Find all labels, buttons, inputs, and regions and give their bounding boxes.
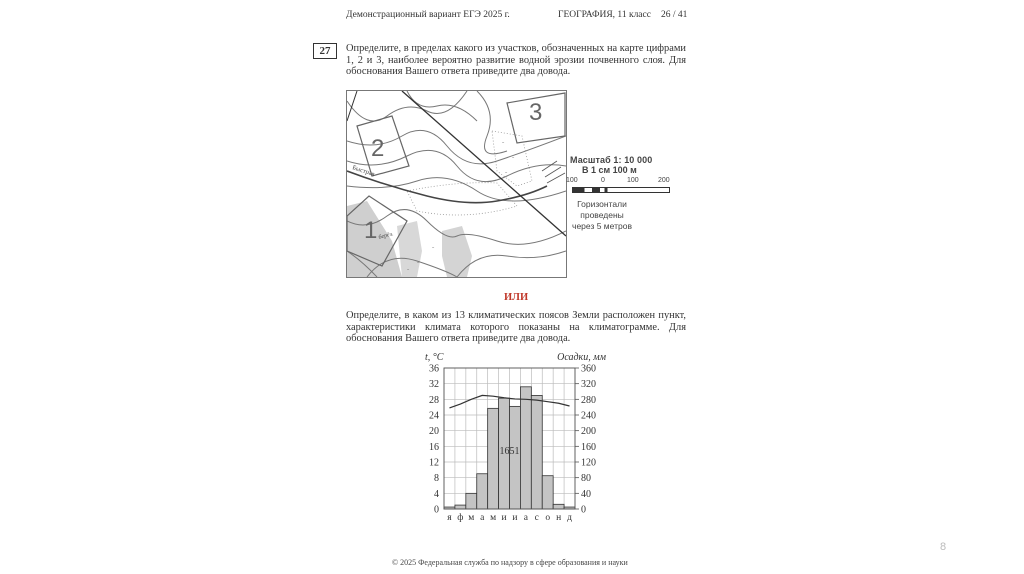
svg-text:м: м (468, 513, 475, 523)
svg-text:0: 0 (581, 504, 586, 516)
plot-2-label: 2 (371, 135, 385, 162)
svg-text:1651: 1651 (499, 446, 520, 458)
plot-3-label: 3 (529, 99, 543, 126)
svg-text:24: 24 (429, 410, 439, 422)
question-line: обоснования Вашего ответа приведите два довода. (346, 66, 571, 78)
svg-text:ᵔ: ᵔ (407, 268, 410, 275)
header-page: 26 / 41 (661, 10, 688, 20)
svg-text:36: 36 (429, 363, 439, 375)
svg-text:н: н (556, 513, 562, 523)
slide-number: 8 (940, 541, 947, 553)
svg-text:240: 240 (581, 410, 596, 422)
question-line: обоснования Вашего ответа приведите два довода. (346, 333, 571, 345)
question-line: 1, 2 и 3, наиболее вероятно развитие водной эрозии почвенного слоя. Для (346, 54, 686, 66)
svg-text:160: 160 (581, 441, 596, 453)
svg-text:а: а (523, 513, 528, 523)
svg-text:ᵔ: ᵔ (502, 141, 505, 148)
question-line: Определите, в каком из 13 климатических поясов Земли расположен пункт, (346, 310, 686, 321)
svg-text:с: с (534, 513, 539, 523)
svg-text:Осадки, мм: Осадки, мм (557, 352, 606, 363)
svg-text:и: и (501, 513, 507, 523)
climatogram-plot (420, 348, 610, 528)
svg-text:8: 8 (434, 473, 439, 485)
svg-text:20: 20 (429, 426, 439, 438)
scale-tick: 100 (627, 177, 639, 184)
plot-1-label: 1 (364, 217, 378, 244)
bank-label: берёз. (377, 231, 395, 241)
question-line: Определите, в пределах какого из участков, обозначенных на карте цифрами (346, 43, 686, 54)
question-line: характеристики климата которого показаны на климатограмме. Для (346, 321, 686, 333)
footer-copyright: © 2025 Федеральная служба по надзору в сфере образования и науки (392, 558, 628, 567)
or-separator: ИЛИ (504, 292, 529, 303)
header-exam-title: Демонстрационный вариант ЕГЭ 2025 г. (346, 10, 510, 20)
svg-text:ᵔ: ᵔ (417, 261, 420, 268)
river-label: Быстрая (351, 164, 376, 179)
svg-text:я: я (447, 513, 452, 523)
contour-note: через 5 метров (572, 221, 632, 231)
svg-text:40: 40 (581, 488, 591, 500)
svg-text:а: а (480, 513, 485, 523)
svg-text:280: 280 (581, 394, 596, 406)
svg-text:80: 80 (581, 473, 591, 485)
scale-tick: 100 (566, 177, 578, 184)
topographic-map (346, 90, 567, 278)
contour-note: Горизонтали проведены (577, 199, 627, 220)
svg-text:ф: ф (457, 513, 464, 523)
climatogram (420, 348, 610, 528)
svg-text:16: 16 (429, 441, 439, 453)
svg-text:и: и (512, 513, 518, 523)
header-subject: ГЕОГРАФИЯ, 11 класс (558, 10, 651, 20)
scale-tick: 200 (658, 177, 670, 184)
scale-tick: 0 (601, 177, 605, 184)
svg-text:м: м (490, 513, 497, 523)
svg-text:д: д (567, 513, 572, 523)
scale-subtitle: В 1 см 100 м (582, 165, 637, 175)
task-alt-question (346, 310, 686, 345)
svg-text:о: о (545, 513, 551, 523)
svg-text:4: 4 (434, 488, 439, 500)
svg-text:ᵔ: ᵔ (432, 246, 435, 253)
svg-text:32: 32 (429, 379, 439, 391)
scale-bar (566, 175, 680, 195)
svg-text:ᵔ: ᵔ (512, 156, 515, 163)
svg-text:360: 360 (581, 363, 596, 375)
svg-text:120: 120 (581, 457, 596, 469)
svg-text:320: 320 (581, 379, 596, 391)
svg-text:ᵔ: ᵔ (505, 171, 508, 178)
map-legend (566, 155, 680, 232)
svg-text:0: 0 (434, 504, 439, 516)
svg-text:12: 12 (429, 457, 439, 469)
task-number-box: 27 (313, 43, 337, 59)
svg-text:t, °C: t, °C (425, 352, 444, 363)
svg-text:200: 200 (581, 426, 596, 438)
task-question (346, 43, 686, 78)
scale-title: Масштаб 1: 10 000 (570, 155, 653, 165)
svg-text:28: 28 (429, 394, 439, 406)
